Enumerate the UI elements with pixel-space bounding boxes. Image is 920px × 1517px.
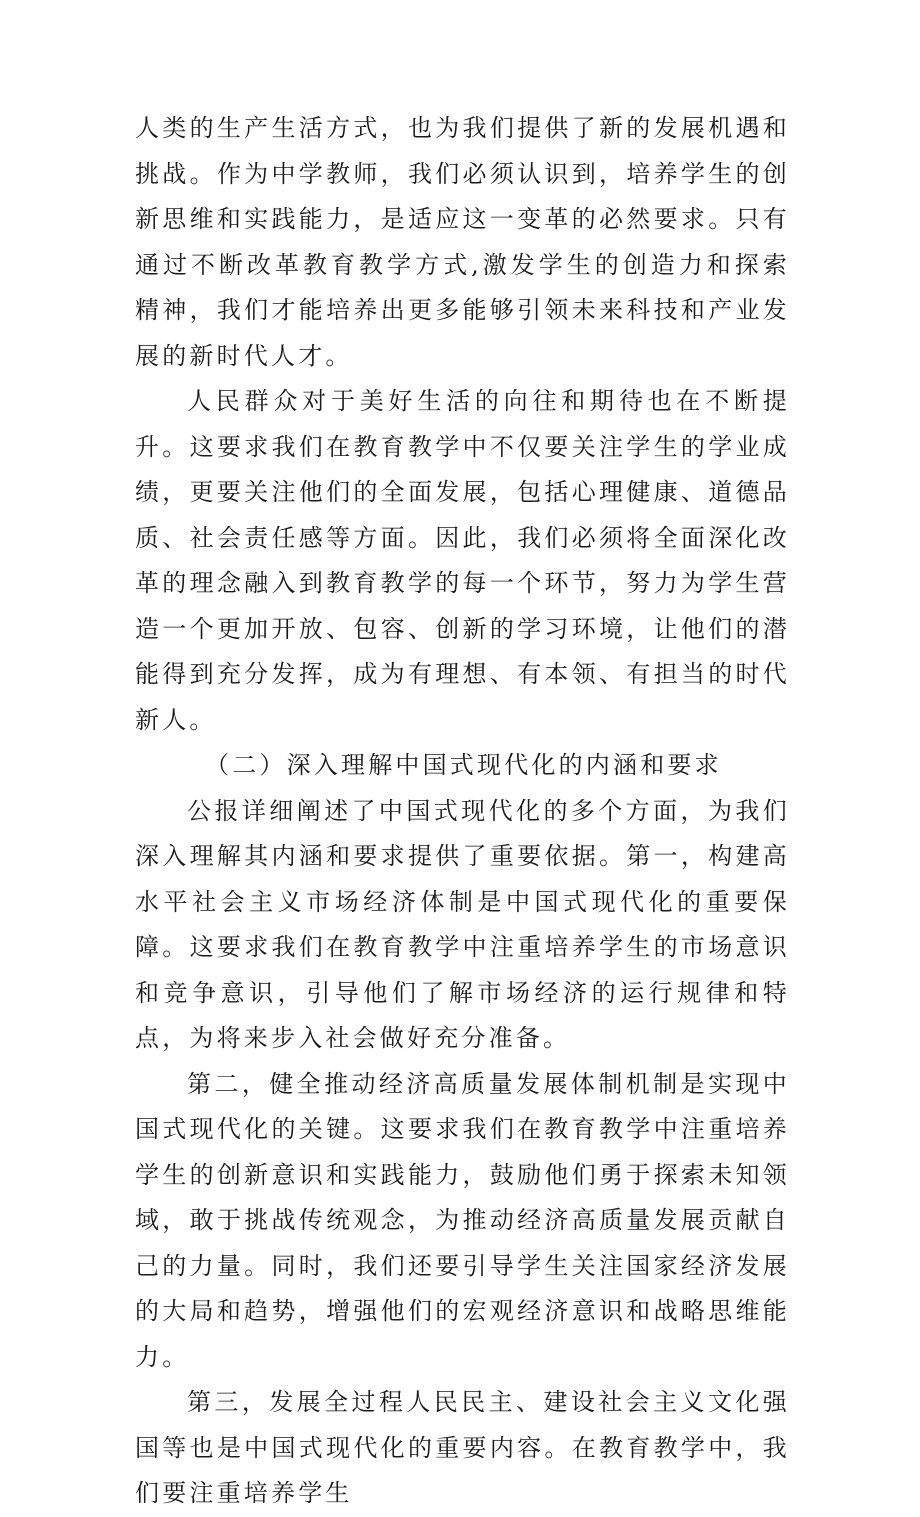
section-heading: （二）深入理解中国式现代化的内涵和要求 xyxy=(205,751,722,779)
paragraph-second-point: 第二，健全推动经济高质量发展体制机制是实现中国式现代化的关键。这要求我们在教育教学中注重培养学生的创新意识和实践能力，鼓励他们勇于探索未知领域，敢于挑战传统观念，为推动经济高质量发展贡献自己的力量。同时，我们还要引导学生关注国家经济发展的大局和趋势，增强他们的宏观经济意识和战略思维能力。 xyxy=(135,1069,790,1371)
paragraph-first-point: 公报详细阐述了中国式现代化的多个方面，为我们深入理解其内涵和要求提供了重要依据。第一，构建高水平社会主义市场经济体制是中国式现代化的重要保障。这要求我们在教育教学中注重培养学生的市场意识和竞争意识，引导他们了解市场经济的运行规律和特点，为将来步入社会做好充分准备。 xyxy=(135,796,790,1052)
document-body xyxy=(135,106,790,1517)
paragraph-third-point: 第三，发展全过程人民民主、建设社会主义文化强国等也是中国式现代化的重要内容。在教育教学中，我们要注重培养学生 xyxy=(135,1388,790,1507)
paragraph-continuation: 人类的生产生活方式，也为我们提供了新的发展机遇和挑战。作为中学教师，我们必须认识到，培养学生的创新思维和实践能力，是适应这一变革的必然要求。只有通过不断改革教育教学方式,激发学生的创造力和探索精神，我们才能培养出更多能够引领未来科技和产业发展的新时代人才。 xyxy=(135,114,790,370)
paragraph-people-expectations: 人民群众对于美好生活的向往和期待也在不断提升。这要求我们在教育教学中不仅要关注学生的学业成绩，更要关注他们的全面发展，包括心理健康、道德品质、社会责任感等方面。因此，我们必须将全面深化改革的理念融入到教育教学的每一个环节，努力为学生营造一个更加开放、包容、创新的学习环境，让他们的潜能得到充分发挥，成为有理想、有本领、有担当的时代新人。 xyxy=(135,387,790,734)
